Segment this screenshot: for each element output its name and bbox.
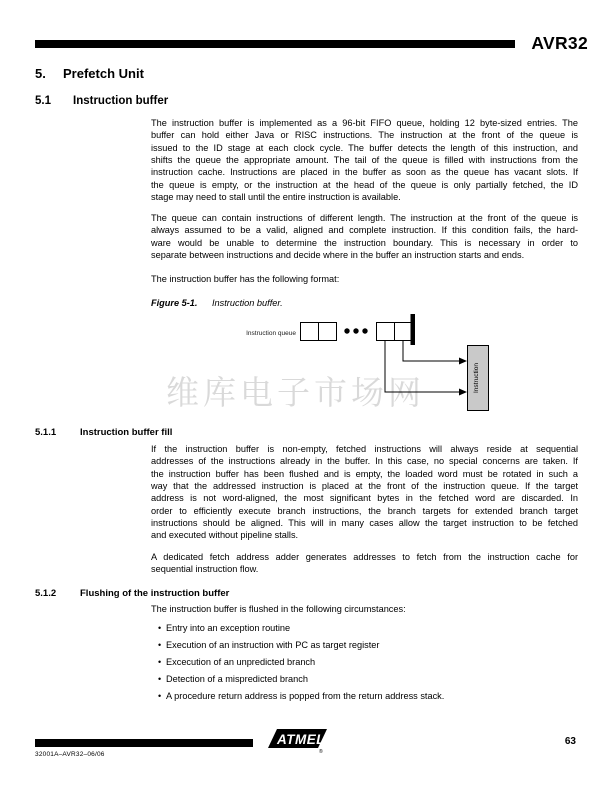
text-line: sequential instruction flow. xyxy=(151,564,259,575)
atmel-logo xyxy=(264,726,328,761)
section-title: Instruction buffer fill xyxy=(80,427,173,438)
text-line: instruction cache. Instructions are placed in the buffer as soon as the queue has vacant slots. If xyxy=(151,167,578,178)
text-line: stage may need to stall until the entire instruction is available. xyxy=(151,192,401,203)
section-heading-5-1-1 xyxy=(35,427,172,438)
section-number: 5.1 xyxy=(35,95,51,107)
figure-diagram xyxy=(230,306,500,423)
text-line: issued to the ID stage at each clock cycle. The buffer detects the length of this instruction, and xyxy=(151,142,578,153)
queue-front-bar xyxy=(411,314,416,345)
text-line: ware would be unable to determine the instruction boundary. This is necessary in order to xyxy=(151,237,578,248)
instruction-buffer-diagram xyxy=(230,306,500,418)
section-heading-5 xyxy=(35,66,144,81)
section-heading-5-1 xyxy=(35,95,168,107)
text-line: order to efficiently execute branch instructions, the branch targets for extended branch target xyxy=(151,505,578,516)
section-number: 5.1.2 xyxy=(35,588,57,599)
queue-cells-left xyxy=(301,323,337,341)
bullet-icon: • xyxy=(158,623,162,633)
text-line: address is not word-aligned, the most significant bytes in the fetched word are discarded. In xyxy=(151,493,578,504)
text-line: and executed without pipeline stalls. xyxy=(151,530,299,541)
text-line: separate between instructions and decide where in the buffer an instruction starts and ends. xyxy=(151,250,525,261)
header-rule xyxy=(35,40,515,48)
text-line: the instruction buffer has been flushed and is empty, the loaded word must be rotated in such a xyxy=(151,468,578,479)
bullet-text: A procedure return address is popped from the return address stack. xyxy=(166,691,445,701)
page-number: 63 xyxy=(564,736,576,747)
paragraph: The instruction buffer is flushed in the following circumstances: xyxy=(151,604,406,614)
text-line: the queue is empty, or the instruction at the head of the queue is only partially fetched, the ID xyxy=(151,179,578,190)
brand-title: AVR32 xyxy=(531,33,588,53)
bullet-icon: • xyxy=(158,691,162,701)
text-line: addresses of the instructions already in the buffer. In this case, no special concerns are taken. If xyxy=(151,456,578,467)
bullet-text: Execution of an instruction with PC as target register xyxy=(166,640,380,650)
section-title: Instruction buffer xyxy=(73,95,169,107)
section-number: 5.1.1 xyxy=(35,427,57,438)
footer-rule xyxy=(35,739,253,747)
section-heading-5-1-2 xyxy=(35,588,229,599)
queue-label: Instruction queue xyxy=(246,330,296,337)
arrowhead-icon xyxy=(459,358,467,365)
text-line: shifts the queue the appropriate amount. The tail of the queue is filled with instructions from the xyxy=(151,155,578,166)
connector-lines xyxy=(385,340,460,392)
atmel-logo-icon xyxy=(264,726,328,756)
paragraph: The instruction buffer has the following format: xyxy=(151,274,340,284)
section-title: Flushing of the instruction buffer xyxy=(80,588,230,599)
bullet-item xyxy=(158,690,578,702)
paragraph xyxy=(151,551,578,576)
section-title: Prefetch Unit xyxy=(63,66,144,81)
paragraph xyxy=(151,212,578,261)
bullet-text: Entry into an exception routine xyxy=(166,623,291,633)
document-id: 32001A–AVR32–06/06 xyxy=(35,751,105,758)
queue-cells-right xyxy=(377,323,412,341)
registered-mark-icon: ® xyxy=(319,749,323,755)
instruction-box-label: Instruction xyxy=(473,363,480,393)
bullet-text: Detection of a mispredicted branch xyxy=(166,674,308,684)
watermark-text: 维库电子市场网 xyxy=(166,373,425,412)
text-line: The queue can contain instructions of different length. The instruction at the front of the queue is xyxy=(151,213,578,223)
paragraph xyxy=(151,117,578,203)
ellipsis-dots-icon xyxy=(344,328,367,333)
text-line: If the instruction buffer is non-empty, fetched instructions will always reside at sequential xyxy=(151,444,578,454)
section-number: 5. xyxy=(35,66,46,81)
text-line: always assumed to be a valid, aligned and complete instruction. If this condition fails, the hard- xyxy=(151,225,578,236)
bullet-text: Excecution of an unpredicted branch xyxy=(166,657,316,667)
bullet-item xyxy=(158,673,578,685)
bullet-item xyxy=(158,639,578,651)
text-line: instructions should be aligned. This will in many cases allow the target instruction to be fetched xyxy=(151,518,578,529)
figure-label: Figure 5-1. xyxy=(151,298,198,308)
text-line: way that the addressed instruction is placed at the front of the instruction queue. If the target xyxy=(151,481,578,492)
figure-caption-text: Instruction buffer. xyxy=(212,298,283,308)
bullet-item xyxy=(158,622,578,634)
paragraph xyxy=(151,443,578,542)
arrowhead-icon xyxy=(459,389,467,396)
atmel-logo-text: ATMEL xyxy=(277,732,325,747)
bullet-list xyxy=(158,622,578,707)
text-line: A dedicated fetch address adder generates addresses to fetch from the instruction cache for xyxy=(151,552,578,562)
bullet-icon: • xyxy=(158,674,162,684)
text-line: The instruction buffer is implemented as a 96-bit FIFO queue, holding 12 byte-sized entries. The xyxy=(151,118,578,128)
bullet-icon: • xyxy=(158,657,162,667)
text-line: buffer can hold either Java or RISC instructions. The instruction at the front of the queue is xyxy=(151,130,578,141)
bullet-item xyxy=(158,656,578,668)
bullet-icon: • xyxy=(158,640,162,650)
